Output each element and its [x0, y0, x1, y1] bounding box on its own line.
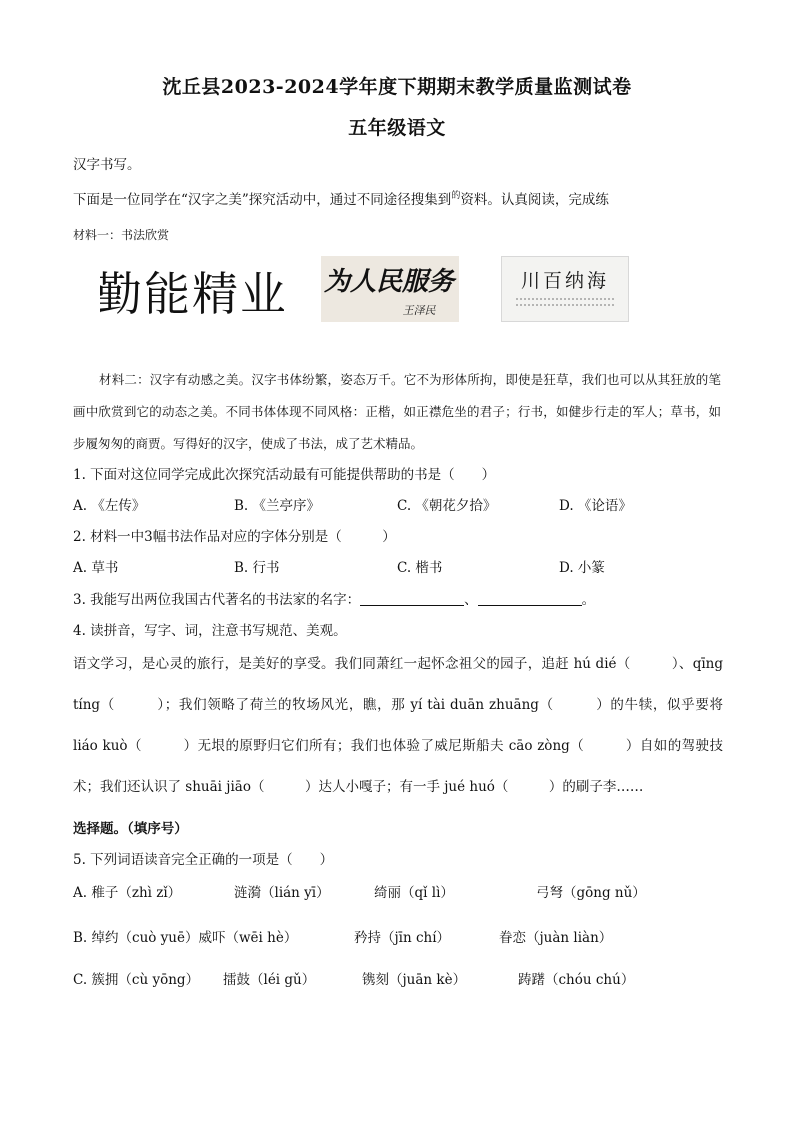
question-2-option-a[interactable]: A. 草书: [73, 560, 119, 576]
question-1-option-c[interactable]: C. 《朝花夕拾》: [397, 498, 497, 514]
question-5-a-word-2: 涟漪（lián yī）: [234, 885, 330, 901]
question-5-c-word-2: 擂鼓（léi gǔ）: [223, 972, 316, 988]
question-5-a-word-4: 弓弩（gōng nǔ）: [536, 885, 646, 901]
material-one-label: 材料一：书法欣赏: [73, 228, 170, 242]
question-5-b-word-3: 矜持（jīn chí）: [354, 930, 451, 946]
section-intro: [73, 188, 609, 208]
exam-subtitle: 五年级语文: [348, 117, 446, 139]
exam-title: 沈丘县2023-2024学年度下期期末教学质量监测试卷: [162, 76, 632, 98]
question-5-stem: 5. 下列词语读音完全正确的一项是（ ）: [73, 852, 334, 868]
answer-blank-1[interactable]: [360, 591, 464, 606]
question-3-stem: 3. 我能写出两位我国古代著名的书法家的名字：: [73, 592, 361, 608]
answer-blank-2[interactable]: [478, 591, 582, 606]
question-2-option-b[interactable]: B. 行书: [234, 560, 280, 576]
question-1-stem: 1. 下面对这位同学完成此次探究活动最有可能提供帮助的书是（ ）: [73, 467, 496, 483]
question-5-option-a[interactable]: A. 稚子（zhì zǐ）: [73, 885, 182, 901]
question-5-c-word-4: 踌躇（chóu chú）: [518, 972, 635, 988]
question-5-c-word-3: 镌刻（juān kè）: [362, 972, 467, 988]
material-two-text: 材料二：汉字有动感之美。汉字书体纷繁，姿态万千。它不为形体所拘，即使是狂草，我们也可以从其狂放的笔画中欣赏到它的动态之美。不同书体体现不同风格：正楷，如正襟危坐的君子；行书，如健步行走的军人；草书，如步履匆匆的商贾。写得好的汉字，使成了书法，成了艺术精品。: [73, 372, 721, 451]
intro-superscript: 的: [451, 191, 461, 201]
calligraphy-artwork-seal: [100, 258, 284, 324]
question-1-option-d[interactable]: D. 《论语》: [559, 498, 632, 514]
section-heading-writing: 汉字书写。: [73, 157, 141, 173]
calligraphy-seal-text: 勤能精业: [100, 267, 284, 321]
calligraphy-artwork-running: [321, 256, 459, 322]
calligraphy-running-text: 为人民服务: [323, 267, 455, 297]
question-4-passage: 语文学习，是心灵的旅行，是美好的享受。我们同萧红一起怀念祖父的园子，追赶 hú dié（ ）、qīng tíng（ ）；我们领略了荷兰的牧场风光，瞧，那 yí tài duān zhuāng（ ）的牛犊，似乎要将 liáo kuò（ ）无垠的原野归它们所有；我们也体验了威尼斯船夫 cāo zòng（ ）自如的驾驶技术；我们还认识了 shuāi jiāo（ ）达人小嘎子；有一手 jué huó（ ）的刷子李……: [73, 656, 723, 795]
question-3-separator: 、: [464, 592, 478, 608]
calligraphy-signature: 王泽民: [402, 304, 436, 317]
question-5-option-b[interactable]: B. 绰约（cuò yuē）威吓（wēi hè）: [73, 930, 298, 946]
section-heading-choice: 选择题。（填序号）: [73, 821, 188, 837]
intro-text-post: 资料。认真阅读，完成练: [460, 192, 609, 208]
question-5-b-word-4: 眷恋（juàn liàn）: [499, 930, 613, 946]
question-2-option-d[interactable]: D. 小篆: [559, 560, 605, 576]
question-3: [73, 588, 595, 608]
calligraphy-regular-text: 川百纳海: [520, 270, 610, 292]
question-2-stem: 2. 材料一中3幅书法作品对应的字体分别是（ ）: [73, 529, 396, 545]
question-4-stem: 4. 读拼音，写字、词，注意书写规范、美观。: [73, 623, 347, 639]
question-5-option-c[interactable]: C. 簇拥（cù yōng）: [73, 972, 200, 988]
intro-text-pre: 下面是一位同学在“汉字之美”探究活动中，通过不同途径搜集到: [73, 192, 452, 208]
question-1-option-b[interactable]: B. 《兰亭序》: [234, 498, 321, 514]
question-2-option-c[interactable]: C. 楷书: [397, 560, 443, 576]
question-1-option-a[interactable]: A. 《左传》: [73, 498, 146, 514]
calligraphy-artwork-regular: [501, 256, 629, 322]
question-3-end: 。: [581, 592, 596, 608]
question-5-a-word-3: 绮丽（qǐ lì）: [374, 885, 454, 901]
